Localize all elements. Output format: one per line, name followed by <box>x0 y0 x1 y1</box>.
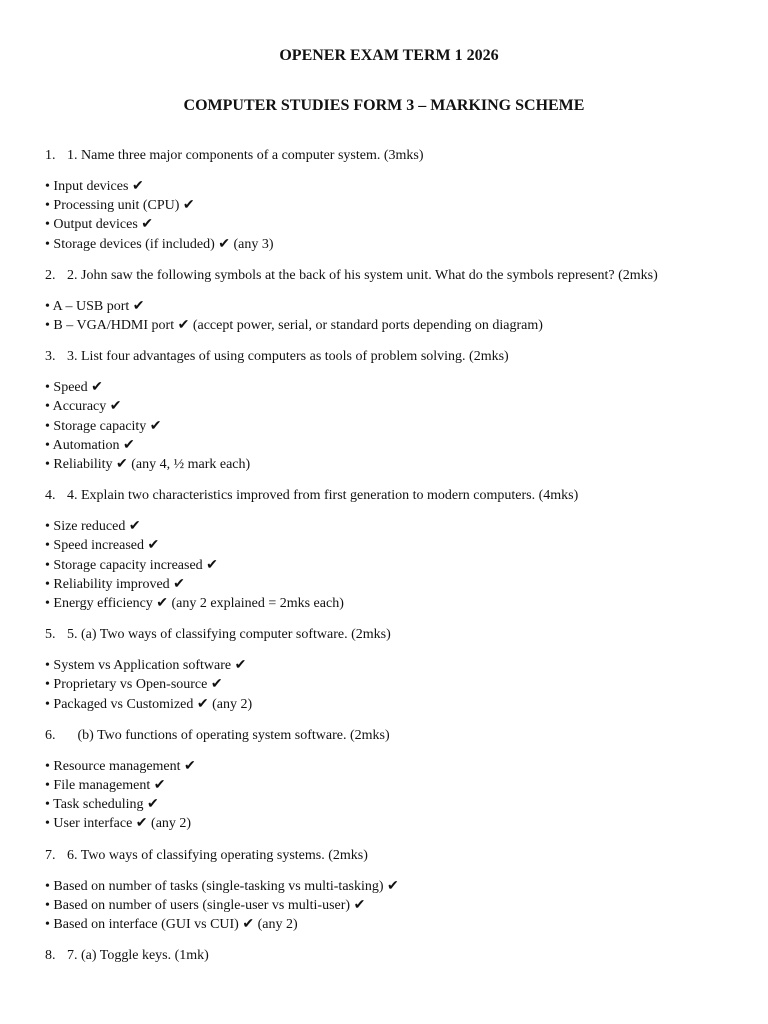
question-text: 3. List four advantages of using computers as tools of problem solving. (2mks) <box>67 349 509 365</box>
question-number: 4. <box>45 488 56 504</box>
question-text: 4. Explain two characteristics improved from first generation to modern computers. (4mks) <box>67 488 579 504</box>
question-4 <box>45 486 745 505</box>
answer-list <box>45 517 745 613</box>
answer-item: • Storage devices (if included) ✔ (any 3) <box>45 235 745 254</box>
answer-list <box>45 656 745 714</box>
answer-item: • Task scheduling ✔ <box>45 795 745 814</box>
answer-item: • Storage capacity increased ✔ <box>45 556 745 575</box>
question-3 <box>45 347 745 366</box>
answer-item: • Resource management ✔ <box>45 757 745 776</box>
answer-list <box>45 177 745 254</box>
question-text: (b) Two functions of operating system software. (2mks) <box>67 727 390 743</box>
answer-item: • B – VGA/HDMI port ✔ (accept power, serial, or standard ports depending on diagram) <box>45 316 745 335</box>
question-number: 7. <box>45 847 56 863</box>
answer-item: • Proprietary vs Open-source ✔ <box>45 675 745 694</box>
answer-item: • Packaged vs Customized ✔ (any 2) <box>45 695 745 714</box>
question-number: 6. <box>45 727 56 743</box>
question-number: 2. <box>45 267 56 283</box>
answer-item: • Speed ✔ <box>45 378 745 397</box>
answer-item: • System vs Application software ✔ <box>45 656 745 675</box>
answer-item: • User interface ✔ (any 2) <box>45 814 745 833</box>
answer-item: • Processing unit (CPU) ✔ <box>45 196 745 215</box>
answer-item: • Speed increased ✔ <box>45 536 745 555</box>
answer-item: • File management ✔ <box>45 776 745 795</box>
answer-item: • Output devices ✔ <box>45 215 745 234</box>
question-text: 5. (a) Two ways of classifying computer software. (2mks) <box>67 627 391 643</box>
question-7 <box>45 846 745 865</box>
answer-item: • Input devices ✔ <box>45 177 745 196</box>
answer-item: • Reliability improved ✔ <box>45 575 745 594</box>
question-text: 6. Two ways of classifying operating systems. (2mks) <box>67 847 368 863</box>
answer-item: • Reliability ✔ (any 4, ½ mark each) <box>45 455 745 474</box>
answer-item: • Size reduced ✔ <box>45 517 745 536</box>
questions-list <box>45 146 745 977</box>
answer-item: • Based on number of tasks (single-tasking vs multi-tasking) ✔ <box>45 877 745 896</box>
exam-title: OPENER EXAM TERM 1 2026 <box>279 47 499 64</box>
answer-item: • Energy efficiency ✔ (any 2 explained = 2mks each) <box>45 594 745 613</box>
question-number: 1. <box>45 148 56 163</box>
question-1 <box>45 146 745 165</box>
question-6 <box>45 726 745 745</box>
answer-item: • Based on number of users (single-user vs multi-user) ✔ <box>45 896 745 915</box>
exam-subtitle: COMPUTER STUDIES FORM 3 – MARKING SCHEME <box>183 97 585 114</box>
answer-item: • Storage capacity ✔ <box>45 417 745 436</box>
question-2 <box>45 266 745 285</box>
question-number: 5. <box>45 627 56 643</box>
answer-list <box>45 757 745 834</box>
question-text: 1. Name three major components of a computer system. (3mks) <box>67 148 424 163</box>
question-text: 7. (a) Toggle keys. (1mk) <box>67 948 209 964</box>
answer-list <box>45 877 745 935</box>
answer-item: • Automation ✔ <box>45 436 745 455</box>
answer-item: • A – USB port ✔ <box>45 297 745 316</box>
question-number: 3. <box>45 349 56 365</box>
answer-item: • Accuracy ✔ <box>45 397 745 416</box>
answer-item: • Based on interface (GUI vs CUI) ✔ (any 2) <box>45 915 745 934</box>
question-8 <box>45 946 745 965</box>
question-text: 2. John saw the following symbols at the back of his system unit. What do the symbols represent? (2mks) <box>67 267 658 283</box>
answer-list <box>45 297 745 335</box>
question-5 <box>45 625 745 644</box>
question-number: 8. <box>45 948 56 964</box>
answer-list <box>45 378 745 474</box>
